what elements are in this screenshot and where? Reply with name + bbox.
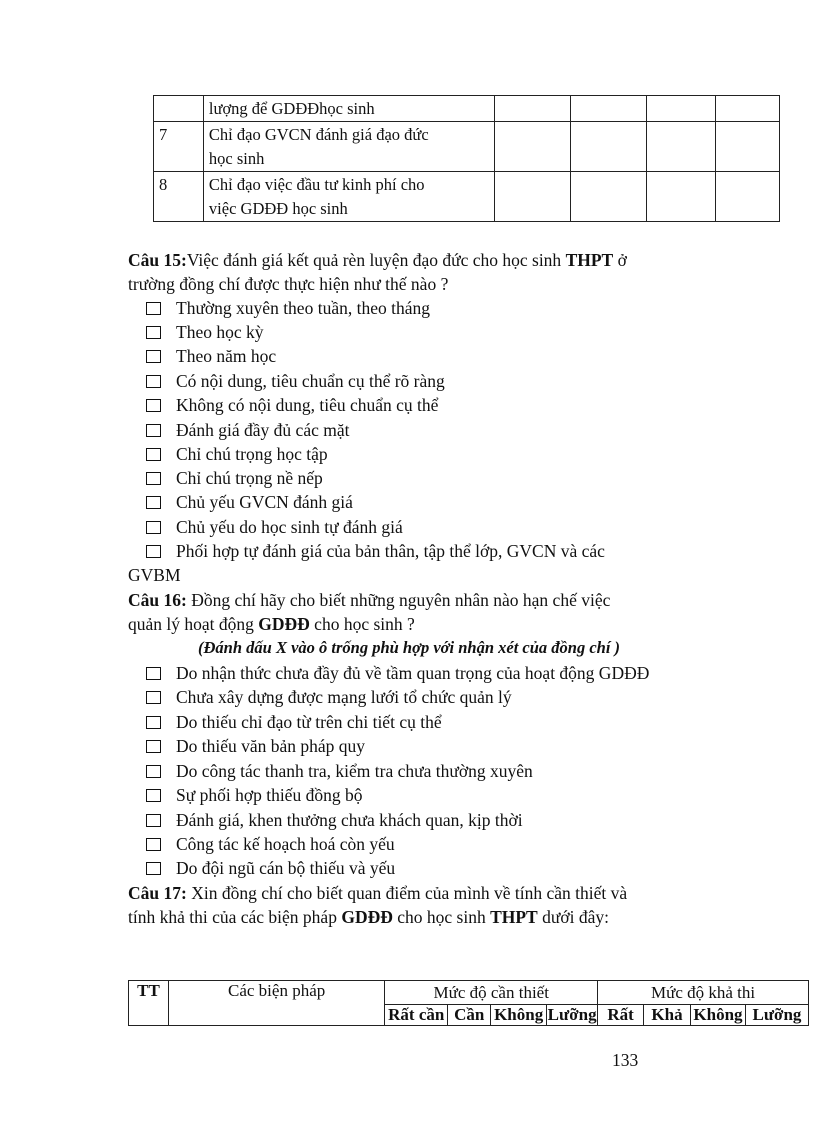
- top-criteria-table: [153, 95, 780, 222]
- q15-option-2[interactable]: Theo học kỳ: [146, 320, 263, 344]
- q16-option-4[interactable]: Do thiếu văn bản pháp quy: [146, 734, 365, 758]
- q15-option-4[interactable]: Có nội dung, tiêu chuẩn cụ thể rõ ràng: [146, 369, 445, 393]
- question-15-line-2: trường đồng chí được thực hiện như thế nào ?: [128, 274, 449, 294]
- question-15-line-1: Câu 15:Việc đánh giá kết quả rèn luyện đạo đức cho học sinh THPT ở: [128, 250, 627, 270]
- table-row: [154, 122, 780, 172]
- checkbox[interactable]: [146, 399, 161, 412]
- page-number: 133: [612, 1050, 639, 1070]
- q15-option-9[interactable]: Chủ yếu GVCN đánh giá: [146, 490, 353, 514]
- checkbox[interactable]: [146, 545, 161, 558]
- q16-option-5[interactable]: Do công tác thanh tra, kiểm tra chưa thường xuyên: [146, 759, 533, 783]
- q15-option-10[interactable]: Chủ yếu do học sinh tự đánh giá: [146, 515, 403, 539]
- q16-option-3[interactable]: Do thiếu chỉ đạo từ trên chi tiết cụ thể: [146, 710, 442, 734]
- checkbox[interactable]: [146, 814, 161, 827]
- checkbox[interactable]: [146, 350, 161, 363]
- q15-option-7[interactable]: Chỉ chú trọng học tập: [146, 442, 328, 466]
- checkbox[interactable]: [146, 740, 161, 753]
- checkbox[interactable]: [146, 302, 161, 315]
- measures-table: [128, 980, 809, 1026]
- checkbox[interactable]: [146, 667, 161, 680]
- question-16-instruction: (Đánh dấu X vào ô trống phù hợp với nhận xét của đồng chí ): [198, 638, 621, 657]
- checkbox[interactable]: [146, 691, 161, 704]
- row-text: Chỉ đạo GVCN đánh giá đạo đức học sinh: [203, 122, 495, 172]
- q16-option-9[interactable]: Do đội ngũ cán bộ thiếu và yếu: [146, 856, 395, 880]
- q15-option-3[interactable]: Theo năm học: [146, 344, 276, 368]
- checkbox[interactable]: [146, 448, 161, 461]
- header-need-no: Không: [491, 1005, 547, 1026]
- q15-option-6[interactable]: Đánh giá đầy đủ các mặt: [146, 418, 349, 442]
- row-number: 7: [154, 122, 204, 172]
- header-feasible-no: Không: [690, 1005, 745, 1026]
- checkbox[interactable]: [146, 472, 161, 485]
- header-need-level: Mức độ cần thiết: [385, 981, 598, 1005]
- q15-option-11[interactable]: Phối hợp tự đánh giá của bản thân, tập thể lớp, GVCN và các: [146, 539, 605, 563]
- q16-option-8[interactable]: Công tác kế hoạch hoá còn yếu: [146, 832, 395, 856]
- header-need-very: Rất cần: [385, 1005, 448, 1026]
- checkbox[interactable]: [146, 326, 161, 339]
- checkbox[interactable]: [146, 789, 161, 802]
- header-tt: TT: [129, 981, 169, 1026]
- row-text: Chỉ đạo việc đầu tư kinh phí cho việc GDĐĐ học sinh: [203, 172, 495, 222]
- row-number: [154, 96, 204, 122]
- row-number: 8: [154, 172, 204, 222]
- checkbox[interactable]: [146, 765, 161, 778]
- q16-option-2[interactable]: Chưa xây dựng được mạng lưới tổ chức quản lý: [146, 685, 512, 709]
- q15-option-8[interactable]: Chỉ chú trọng nề nếp: [146, 466, 323, 490]
- checkbox[interactable]: [146, 862, 161, 875]
- header-measures: Các biện pháp: [168, 981, 384, 1026]
- question-17-line-1: Câu 17: Xin đồng chí cho biết quan điểm của mình về tính cần thiết và: [128, 883, 628, 903]
- header-feasible-very: Rất: [598, 1005, 644, 1026]
- q16-option-7[interactable]: Đánh giá, khen thưởng chưa khách quan, kịp thời: [146, 808, 523, 832]
- q16-option-1[interactable]: Do nhận thức chưa đầy đủ về tầm quan trọng của hoạt động GDĐĐ: [146, 661, 649, 685]
- q16-option-6[interactable]: Sự phối hợp thiếu đồng bộ: [146, 783, 362, 807]
- question-16-line-2: quản lý hoạt động GDĐĐ cho học sinh ?: [128, 614, 415, 634]
- checkbox[interactable]: [146, 375, 161, 388]
- header-feasible-undecided: Lưỡng: [745, 1005, 808, 1026]
- header-need-undecided: Lưỡng: [547, 1005, 597, 1024]
- question-17-line-2: tính khả thi của các biện pháp GDĐĐ cho học sinh THPT dưới đây:: [128, 907, 609, 927]
- checkbox[interactable]: [146, 716, 161, 729]
- checkbox[interactable]: [146, 838, 161, 851]
- checkbox[interactable]: [146, 424, 161, 437]
- header-feasible: Khả: [644, 1005, 691, 1026]
- checkbox[interactable]: [146, 496, 161, 509]
- q15-option-5[interactable]: Không có nội dung, tiêu chuẩn cụ thể: [146, 393, 438, 417]
- table-row: [154, 96, 780, 122]
- header-feasibility-level: Mức độ khả thi: [598, 981, 809, 1005]
- q15-option-1[interactable]: Thường xuyên theo tuần, theo tháng: [146, 296, 430, 320]
- checkbox[interactable]: [146, 521, 161, 534]
- row-text: lượng để GDĐĐhọc sinh: [203, 96, 495, 122]
- question-16-line-1: Câu 16: Đồng chí hãy cho biết những nguyên nhân nào hạn chế việc: [128, 590, 611, 610]
- table-row: [154, 172, 780, 222]
- header-need: Cần: [448, 1005, 491, 1026]
- q15-option-11-wrap: GVBM: [128, 565, 181, 585]
